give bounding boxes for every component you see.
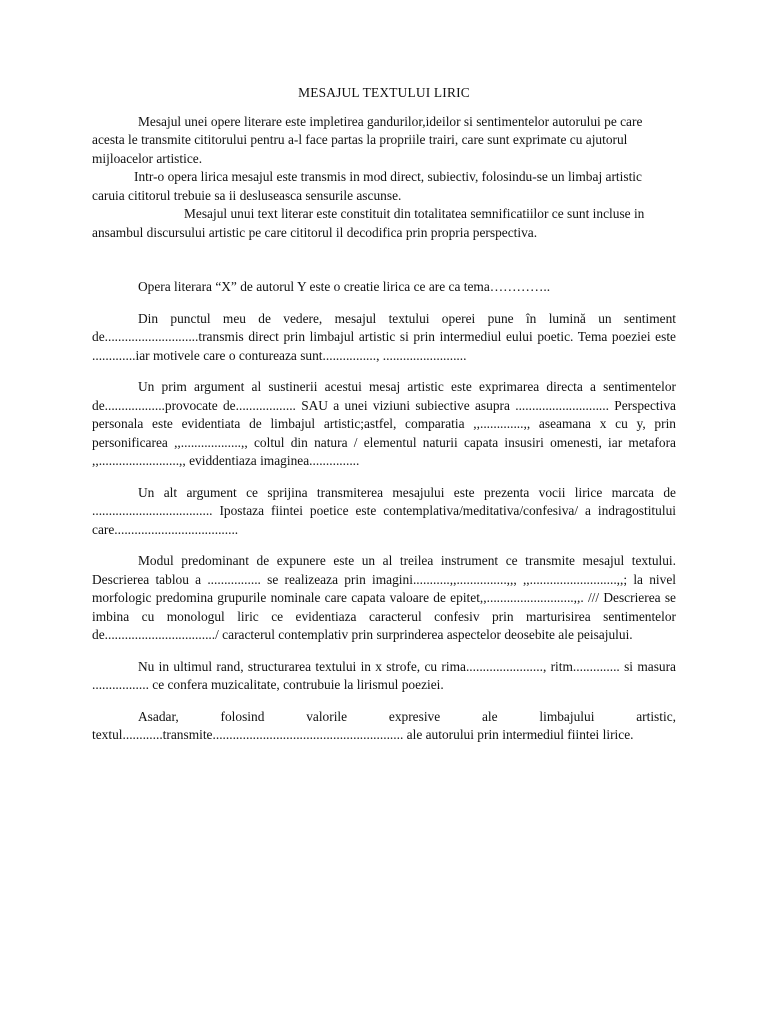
intro-paragraph-2: Intr-o opera lirica mesajul este transmis in mod direct, subiectiv, folosindu-se un limbaj artistic caruia cititorul trebuie sa ii desluseasca sensurile ascunse. [92,169,642,203]
body-paragraph-theme: Opera literara “X” de autorul Y este o creatie lirica ce are ca tema………….. [138,279,551,294]
body-paragraph-second-argument: Un alt argument ce sprijina transmiterea mesajului este prezenta vocii lirice marcata de .................................... Ipostaza fiintei poetice este contemplativa/meditativa/confesiva/ a indragostitului care..................................... [92,484,676,537]
intro-paragraph-3: Mesajul unui text literar este constituit din totalitatea semnificatiilor ce sunt incluse in ansambul discursului artistic pe care cititorul il decodifica prin propria perspectiva. [92,206,645,240]
body-paragraph-third-argument: Modul predominant de expunere este un al treilea instrument ce transmite mesajul textului. Descrierea tablou a ................ se realizeaza prin imagini...........,,...............,,, ,,..........................,,; la nivel morfologic predomina grupurile nominale care capata valoare de epitet,,..........................,,. /// Descrierea se imbina cu monologul liric ce evidentiaza caracterul confesiv prin marturisirea sentimentelor de................................./ caracterul contemplativ prin surprinderea aspectelor deosebite ale peisajului. [92,553,676,642]
body-paragraph-first-argument: Un prim argument al sustinerii acestui mesaj artistic este exprimarea directa a sentimentelor de..................provocate de.................. SAU a unei viziuni subiective asupra ............................ Perspectiva personala este evidentiata de limbajul artistic;astfel, comparatia ,,.............,, aseamana x cu y, prin personificarea ,,..................,, coltul din natura / elementul naturii capata insusiri omenesti, iar metafora ,,........................,, eviddentiaza imaginea............... [92,379,676,468]
body-paragraph-structure: Nu in ultimul rand, structurarea textului in x strofe, cu rima......................., ritm.............. si masura ................. ce confera muzicalitate, contrubuie la lirismul poeziei. [92,658,676,692]
body-paragraph-opinion: Din punctul meu de vedere, mesajul textului operei pune în lumină un sentiment de............................transmis direct prin limbajul artistic si prin intermediul eului poetic. Tema poeziei este .............iar motivele care o contureaza sunt................, ......................... [92,310,676,363]
document-title: MESAJUL TEXTULUI LIRIC [298,85,470,100]
document-page [92,84,676,758]
intro-paragraph-1: Mesajul unei opere literare este impletirea gandurilor,ideilor si sentimentelor autorului pe care acesta le transmite cititorului pentru a-l face partas la propriile trairi, care sunt exprimate cu ajutorul mijloacelor artistice. [92,113,643,166]
body-paragraph-conclusion: Asadar, folosind valorile expresive ale limbajului artistic, textul............transmite......................................................... ale autorului prin intermediul fiintei lirice. [92,708,676,742]
section-spacer [92,242,676,278]
